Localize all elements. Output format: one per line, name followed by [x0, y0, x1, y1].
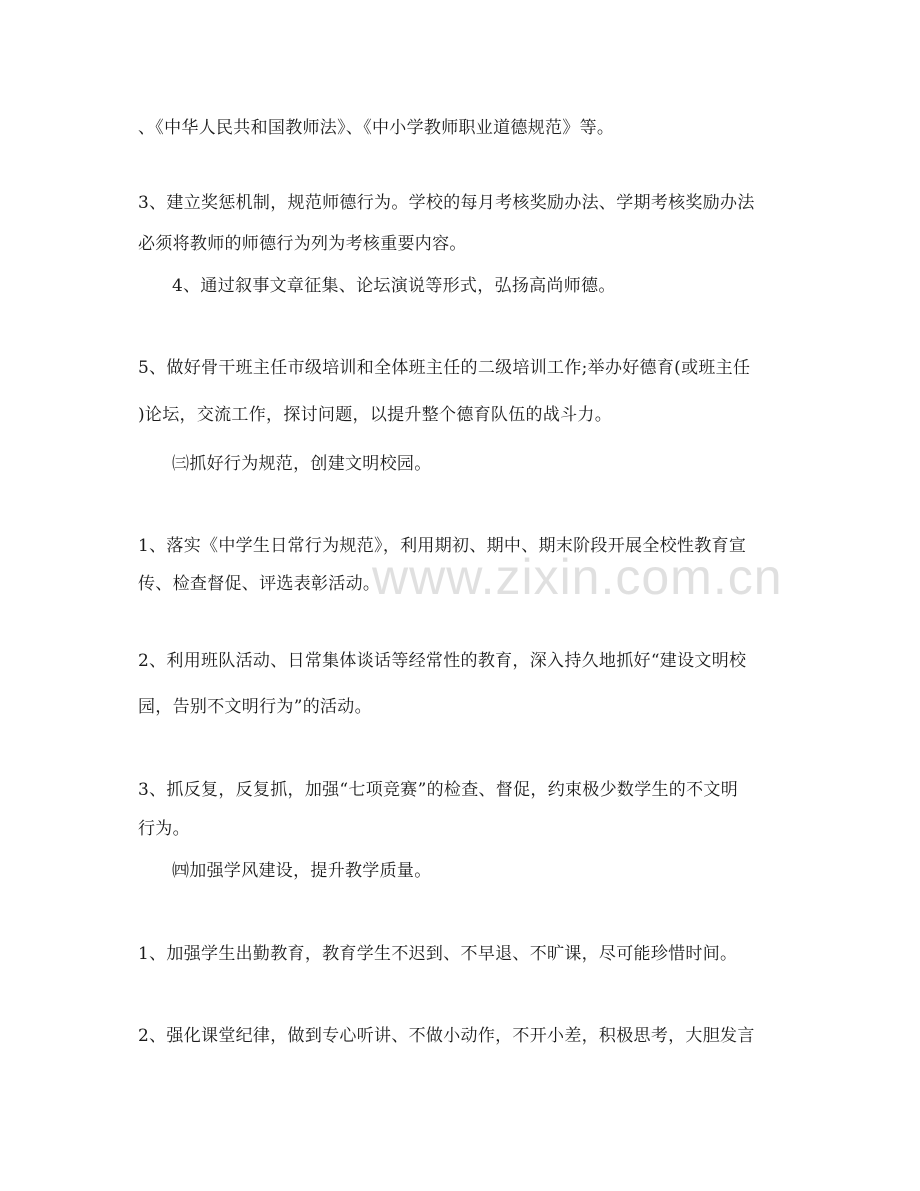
text-line-5: 5、做好骨干班主任市级培训和全体班主任的二级培训工作;举办好德育(或班主任 [138, 358, 751, 378]
text-line-13: 行为。 [138, 819, 190, 839]
text-line-8: 1、落实《中学生日常行为规范》，利用期初、期中、期末阶段开展全校性教育宣 [138, 536, 747, 556]
section-heading-3: ㈢抓好行为规范，创建文明校园。 [172, 454, 432, 474]
text-line-1: 、《中华人民共和国教师法》、《中小学教师职业道德规范》等。 [138, 118, 615, 138]
text-line-10: 2、利用班队活动、日常集体谈话等经常性的教育，深入持久地抓好“建设文明校 [138, 651, 747, 671]
text-line-11: 园，告别不文明行为”的活动。 [138, 697, 372, 717]
text-line-3: 必须将教师的师德行为列为考核重要内容。 [138, 234, 467, 254]
text-line-15: 1、加强学生出勤教育，教育学生不迟到、不早退、不旷课，尽可能珍惜时间。 [138, 944, 738, 964]
text-line-12: 3、抓反复，反复抓，加强“七项竞赛”的检查、督促，约束极少数学生的不文明 [138, 780, 738, 800]
text-line-16: 2、强化课堂纪律，做到专心听讲、不做小动作，不开小差，积极思考，大胆发言 [138, 1026, 755, 1046]
text-line-2: 3、建立奖惩机制，规范师德行为。学校的每月考核奖励办法、学期考核奖励办法 [138, 193, 755, 213]
watermark: www.zixin.com.cn [372, 549, 783, 605]
text-line-4: 4、通过叙事文章征集、论坛演说等形式，弘扬高尚师德。 [172, 276, 616, 296]
text-line-6: )论坛，交流工作，探讨问题，以提升整个德育队伍的战斗力。 [138, 405, 613, 425]
section-heading-4: ㈣加强学风建设，提升教学质量。 [172, 861, 432, 881]
text-line-9: 传、检查督促、评选表彰活动。 [138, 574, 381, 594]
